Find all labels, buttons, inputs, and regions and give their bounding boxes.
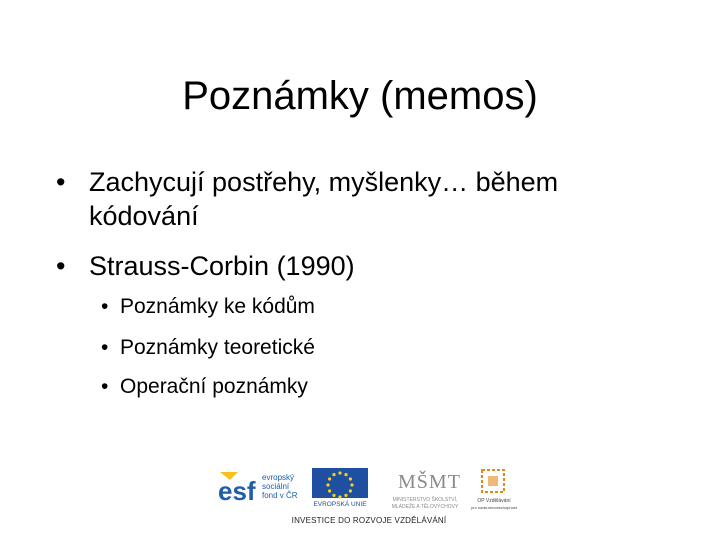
eu-label: EVROPSKÁ UNIE	[313, 501, 367, 508]
bullet-text-line: Zachycují postřehy, myšlenky… během	[89, 167, 559, 197]
bullet-marker: •	[56, 251, 66, 281]
subbullet-marker: •	[101, 295, 109, 318]
subbullet-marker: •	[101, 375, 109, 398]
msmt-mark: MŠMT	[398, 471, 461, 493]
op-line: pro konkurenceschopnost	[471, 505, 517, 510]
msmt-logo	[384, 466, 466, 512]
msmt-line: MINISTERSTVO ŠKOLSTVÍ,	[392, 497, 458, 503]
msmt-line: MLÁDEŽE A TĚLOVÝCHOVY	[391, 504, 459, 510]
op-vk-logo	[470, 466, 518, 514]
esf-line: fond v ČR	[262, 491, 298, 500]
bullet-text-line: kódování	[89, 201, 199, 231]
subbullet-marker: •	[101, 336, 109, 359]
subbullet-text: Operační poznámky	[120, 375, 308, 398]
esf-line: evropský	[262, 473, 295, 482]
esf-logo	[216, 468, 304, 508]
subbullet-text: Poznámky ke kódům	[120, 295, 315, 318]
footer-caption: INVESTICE DO ROZVOJE VZDĚLÁVÁNÍ	[291, 516, 447, 525]
esf-line: sociální	[262, 482, 290, 491]
bullet-text-line: Strauss-Corbin (1990)	[89, 251, 355, 281]
subbullet-text: Poznámky teoretické	[120, 336, 315, 359]
funding-logos	[212, 462, 520, 534]
slide-title: Poznámky (memos)	[182, 74, 538, 118]
esf-mark: esf	[218, 476, 256, 506]
eu-flag-logo	[310, 468, 376, 508]
bullet-marker: •	[56, 167, 66, 197]
op-line: OP Vzdělávání	[477, 498, 511, 504]
